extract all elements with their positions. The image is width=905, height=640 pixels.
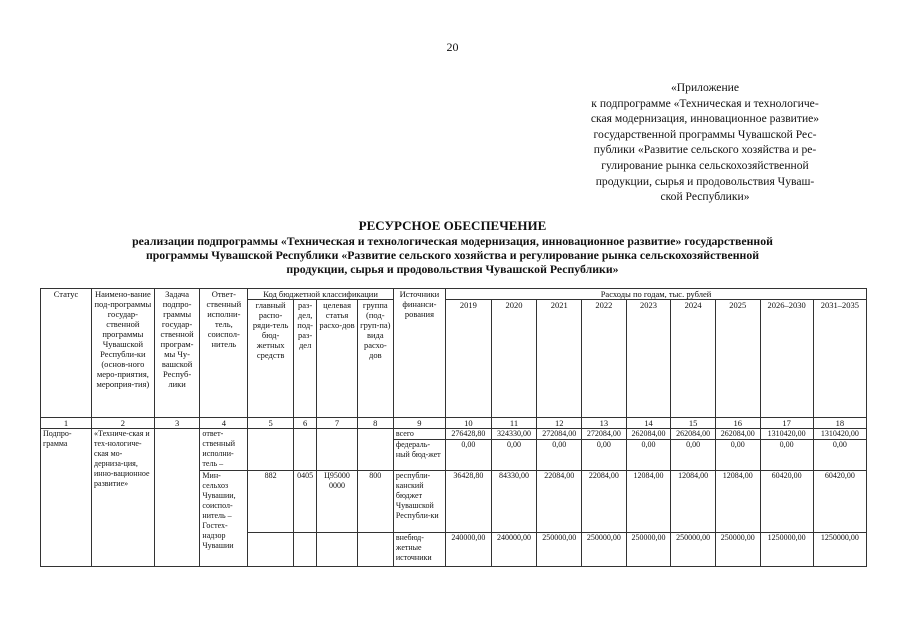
row-name: «Техниче-ская и тех-нологиче-ская мо-дерниза-ция, инно-вационное развитие» bbox=[92, 429, 155, 567]
cell-empty bbox=[357, 533, 393, 567]
row-status: Подпро-грамма bbox=[41, 429, 92, 567]
value-cell: 262084,00 bbox=[626, 429, 671, 440]
value-cell: 250000,00 bbox=[626, 533, 671, 567]
header-year: 2024 bbox=[671, 300, 716, 418]
column-number: 5 bbox=[248, 418, 294, 429]
code-glavny: 882 bbox=[248, 471, 294, 533]
code-gruppa: 800 bbox=[357, 471, 393, 533]
cell-empty bbox=[317, 429, 357, 471]
column-number: 4 bbox=[200, 418, 248, 429]
code-statya: Ц95000 0000 bbox=[317, 471, 357, 533]
cell-empty bbox=[248, 533, 294, 567]
value-cell: 1250000,00 bbox=[760, 533, 813, 567]
row-source: федераль-ный бюд-жет bbox=[393, 440, 445, 471]
subtitle-line: продукции, сырья и продовольствия Чувашской Республики» bbox=[286, 262, 619, 276]
row-source: республи-канский бюджет Чувашской Республи-ки bbox=[393, 471, 445, 533]
subtitle-line: реализации подпрограммы «Техническая и технологическая модернизация, инновационное развитие» государственной bbox=[132, 234, 773, 248]
column-number: 18 bbox=[813, 418, 866, 429]
value-cell: 0,00 bbox=[445, 440, 491, 471]
value-cell: 12084,00 bbox=[626, 471, 671, 533]
value-cell: 1310420,00 bbox=[760, 429, 813, 440]
header-sources: Источники финанси-рования bbox=[393, 289, 445, 418]
header-year: 2025 bbox=[715, 300, 760, 418]
appendix-line: публики «Развитие сельского хозяйства и ре- bbox=[593, 143, 817, 157]
code-razdel: 0405 bbox=[293, 471, 316, 533]
header-year: 2023 bbox=[626, 300, 671, 418]
appendix-line: к подпрограмме «Техническая и технологиче- bbox=[591, 96, 819, 110]
row-executor-ministry: Мин-сельхоз Чувашии, соиспол-нитель – Гостех-надзор Чувашии bbox=[200, 471, 248, 567]
value-cell: 0,00 bbox=[537, 440, 582, 471]
value-cell: 22084,00 bbox=[537, 471, 582, 533]
column-number: 15 bbox=[671, 418, 716, 429]
header-year: 2019 bbox=[445, 300, 491, 418]
value-cell: 84330,00 bbox=[491, 471, 537, 533]
document-title: РЕСУРСНОЕ ОБЕСПЕЧЕНИЕ bbox=[358, 218, 547, 233]
resource-table bbox=[40, 288, 867, 567]
row-source: всего bbox=[393, 429, 445, 440]
value-cell: 1250000,00 bbox=[813, 533, 866, 567]
column-number: 14 bbox=[626, 418, 671, 429]
value-cell: 36428,80 bbox=[445, 471, 491, 533]
column-number: 17 bbox=[760, 418, 813, 429]
column-number: 3 bbox=[154, 418, 200, 429]
header-budget-code: Код бюджетной классификации bbox=[248, 289, 394, 300]
document-heading bbox=[40, 218, 865, 276]
value-cell: 324330,00 bbox=[491, 429, 537, 440]
value-cell: 0,00 bbox=[671, 440, 716, 471]
value-cell: 250000,00 bbox=[715, 533, 760, 567]
column-number: 12 bbox=[537, 418, 582, 429]
header-year: 2031–2035 bbox=[813, 300, 866, 418]
value-cell: 0,00 bbox=[626, 440, 671, 471]
cell-empty bbox=[317, 533, 357, 567]
row-task bbox=[154, 429, 200, 567]
appendix-line: «Приложение bbox=[670, 81, 740, 94]
document-subtitle bbox=[40, 234, 865, 276]
value-cell: 0,00 bbox=[760, 440, 813, 471]
row-source: внебюд-жетные источники bbox=[393, 533, 445, 567]
cell-empty bbox=[248, 429, 294, 471]
header-year: 2022 bbox=[582, 300, 627, 418]
header-expenses: Расходы по годам, тыс. рублей bbox=[445, 289, 866, 300]
value-cell: 1310420,00 bbox=[813, 429, 866, 440]
value-cell: 22084,00 bbox=[582, 471, 627, 533]
value-cell: 240000,00 bbox=[445, 533, 491, 567]
appendix-line: гулирование рынка сельскохозяйственной bbox=[601, 158, 809, 172]
value-cell: 0,00 bbox=[813, 440, 866, 471]
column-number: 9 bbox=[393, 418, 445, 429]
value-cell: 250000,00 bbox=[537, 533, 582, 567]
row-executor-responsible: ответ-ственный исполни-тель – bbox=[200, 429, 248, 471]
appendix-note bbox=[560, 80, 850, 205]
column-number: 6 bbox=[293, 418, 316, 429]
value-cell: 262084,00 bbox=[671, 429, 716, 440]
header-executor: Ответ-ственный исполни-тель, соиспол-нитель bbox=[200, 289, 248, 418]
column-number: 8 bbox=[357, 418, 393, 429]
header-name: Наимено-вание под-программы государ-ственной программы Чувашской Республи-ки (основ-ного меро-приятия, мероприя-тия) bbox=[92, 289, 155, 418]
header-task: Задача подпро-граммы государ-ственной програм-мы Чу-вашской Респуб-лики bbox=[154, 289, 200, 418]
header-statya: целевая статья расхо-дов bbox=[317, 300, 357, 418]
value-cell: 250000,00 bbox=[582, 533, 627, 567]
appendix-line: ской Республики» bbox=[660, 190, 750, 204]
header-status: Статус bbox=[41, 289, 92, 418]
value-cell: 262084,00 bbox=[715, 429, 760, 440]
value-cell: 12084,00 bbox=[671, 471, 716, 533]
value-cell: 272084,00 bbox=[537, 429, 582, 440]
column-number: 2 bbox=[92, 418, 155, 429]
header-year: 2026–2030 bbox=[760, 300, 813, 418]
value-cell: 60420,00 bbox=[813, 471, 866, 533]
cell-empty bbox=[293, 429, 316, 471]
cell-empty bbox=[293, 533, 316, 567]
header-year: 2020 bbox=[491, 300, 537, 418]
cell-empty bbox=[357, 429, 393, 471]
header-razdel: раз-дел, под-раз-дел bbox=[293, 300, 316, 418]
column-number: 7 bbox=[317, 418, 357, 429]
value-cell: 240000,00 bbox=[491, 533, 537, 567]
appendix-line: ская модернизация, инновационное развитие» bbox=[590, 112, 820, 126]
value-cell: 272084,00 bbox=[582, 429, 627, 440]
header-gruppa: группа (под-груп-па) вида расхо-дов bbox=[357, 300, 393, 418]
value-cell: 250000,00 bbox=[671, 533, 716, 567]
appendix-line: государственной программы Чувашской Рес- bbox=[593, 127, 817, 141]
value-cell: 0,00 bbox=[491, 440, 537, 471]
column-number: 11 bbox=[491, 418, 537, 429]
value-cell: 60420,00 bbox=[760, 471, 813, 533]
column-number: 13 bbox=[582, 418, 627, 429]
value-cell: 276428,80 bbox=[445, 429, 491, 440]
header-year: 2021 bbox=[537, 300, 582, 418]
column-number: 16 bbox=[715, 418, 760, 429]
value-cell: 0,00 bbox=[582, 440, 627, 471]
column-number: 10 bbox=[445, 418, 491, 429]
column-number: 1 bbox=[41, 418, 92, 429]
page-number: 20 bbox=[446, 40, 459, 54]
appendix-line: продукции, сырья и продовольствия Чуваш- bbox=[595, 174, 815, 188]
value-cell: 12084,00 bbox=[715, 471, 760, 533]
value-cell: 0,00 bbox=[715, 440, 760, 471]
subtitle-line: программы Чувашской Республики «Развитие сельского хозяйства и регулирование рынка сельскохозяйственной bbox=[145, 248, 760, 262]
header-glavny: главный распо-ряди-тель бюд-жетных средств bbox=[248, 300, 294, 418]
